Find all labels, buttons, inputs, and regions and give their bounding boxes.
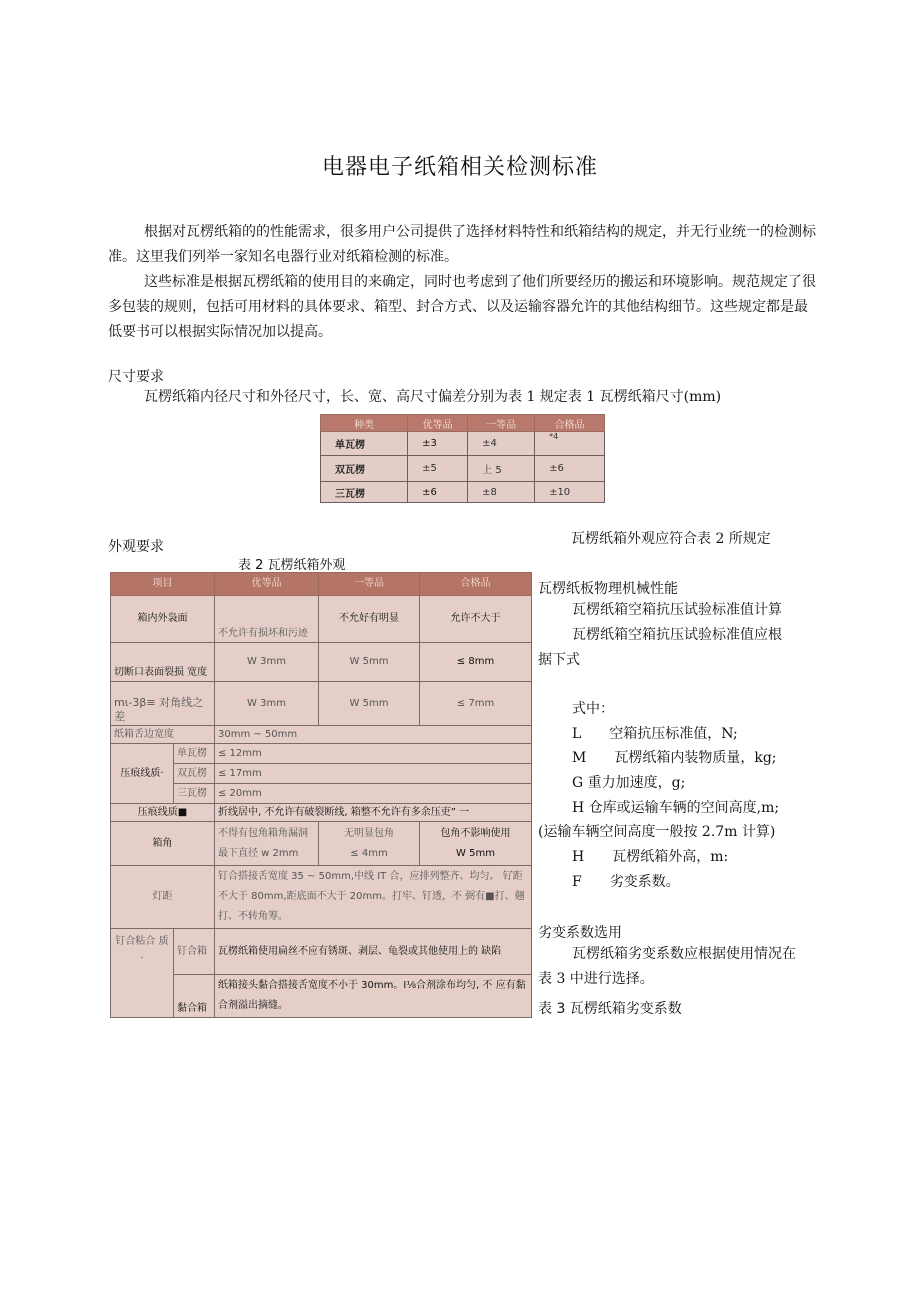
mechanical-heading: 瓦楞纸板物理机械性能: [538, 581, 678, 597]
table-cell-line: 包角不影响使用: [440, 827, 511, 839]
formula-var: F 劣变系数。: [572, 874, 680, 890]
table-cell: 箱内外袅面: [111, 596, 215, 643]
table-row: [111, 764, 532, 784]
table-row: [111, 643, 532, 682]
table-cell: 纸箱舌边宽度: [111, 726, 215, 744]
table-cell: ±3: [408, 432, 468, 456]
table-cell: 30mm ~ 50mm: [215, 726, 532, 744]
appearance-table: [110, 572, 532, 1018]
table-cell-line: 最下直径 w 2mm: [218, 847, 299, 859]
table-cell: 钉合粘合 质 .: [111, 929, 174, 1018]
table-header: 合格品: [535, 415, 605, 432]
table-header: 项目: [111, 573, 215, 596]
table-cell: *4: [535, 432, 605, 456]
degradation-line: 瓦楞纸箱劣变系数应根据使用情况在: [572, 946, 796, 962]
table-header: 一等品: [319, 573, 420, 596]
table-cell: 单瓦楞: [174, 744, 215, 764]
table-cell: 钉合搭接舌宽度 35 ~ 50mm,中线 IT 合，应排列整齐、均匀。 钌距不大于 80mm,距底面不大于 20mm。打牢、钉透，不 弼有■打、翹打、不转角筹。: [215, 866, 532, 929]
table-cell: 纸箱接头黏合搭接舌宽度不小于 30mm。I⅛合剂涂布均匀, 不 应有黏合剂溢出摘缝。: [215, 975, 532, 1018]
table-row: [111, 804, 532, 822]
table-cell: 灯距: [111, 866, 215, 929]
table-row: [111, 596, 532, 643]
table-cell-line: W 5mm: [456, 847, 495, 859]
table-cell: 切断口表面裂损 宽度: [111, 643, 215, 682]
mechanical-line: 瓦楞纸箱空箱抗压试验标准值应根: [572, 627, 782, 643]
table-row: [111, 866, 532, 929]
table-cell: 压痕线质■: [111, 804, 215, 822]
size-heading: 尺寸要求: [108, 369, 164, 385]
table-row: [321, 432, 605, 456]
table-cell-line: 无明显包角: [344, 827, 394, 839]
table-cell: ≤ 8mm: [420, 643, 532, 682]
table-cell: 不允许有损坏和污迹: [215, 596, 319, 643]
table-row: [321, 456, 605, 482]
table-row: [111, 744, 532, 764]
table-header: 合格品: [420, 573, 532, 596]
table-cell: [319, 822, 420, 866]
formula-var: G 重力加速度，g;: [572, 775, 686, 791]
table-cell: 不允好有明显: [319, 596, 420, 643]
table-cell: ±5: [408, 456, 468, 482]
appearance-heading: 外观要求: [108, 539, 164, 555]
table-cell: 三瓦楞: [321, 482, 408, 503]
table-cell: mι-3β≡ 对角线之差: [111, 682, 215, 726]
table-header: 一等品: [468, 415, 535, 432]
table-cell: W 3mm: [215, 643, 319, 682]
mechanical-line: 瓦楞纸箱空箱抗压试验标准值计算: [572, 602, 782, 618]
table-cell: 折线居中, 不允许有破裂断线, 箱整不允许有多余压吏” 一: [215, 804, 532, 822]
table-cell: 瓦楞纸箱使用扁丝不应有锈斑、剥层、龟裂或其他使用上的 缺陷: [215, 929, 532, 975]
table-header: 优等品: [215, 573, 319, 596]
table-cell: ≤ 12mm: [215, 744, 532, 764]
table-cell-line: ≤ 4mm: [350, 847, 388, 859]
table-cell: 单瓦楞: [321, 432, 408, 456]
table-row: [111, 784, 532, 804]
table-header-row: [111, 573, 532, 596]
table-cell: 钉合箱: [174, 929, 215, 975]
formula-intro: 式中：: [572, 701, 614, 717]
formula-var: M 瓦楞纸箱内装物质量，kg;: [572, 750, 777, 766]
table-cell: 黏合箱: [174, 975, 215, 1018]
table-row: [111, 929, 532, 975]
degradation-line: 表 3 中进行选择。: [538, 971, 654, 987]
table-cell: 双瓦楞: [174, 764, 215, 784]
degradation-heading: 劣变系数选用: [538, 925, 622, 941]
table-header: 种类: [321, 415, 408, 432]
table-cell: 允许不大于: [420, 596, 532, 643]
intro-paragraph-2: 这些标准是根据瓦楞纸箱的使用目的来确定，同时也考虑到了他们所要经历的搬运和环境影响。规范规定了很多包装的规则，包括可用材料的具体要求、箱型、封合方式、以及运输容器允许的其他结构细节。这些规定都是最低要书可以根据实际情况加以提高。: [108, 274, 816, 340]
table-header-row: [321, 415, 605, 432]
table-cell: ±8: [468, 482, 535, 503]
table-cell: ≤ 17mm: [215, 764, 532, 784]
table-cell: ±4: [468, 432, 535, 456]
table-cell-line: 不得有包角箱角漏洞: [218, 827, 308, 839]
formula-var: L 空箱抗压标准值，N;: [572, 726, 738, 742]
table-cell: 三瓦楞: [174, 784, 215, 804]
table-cell: ±6: [535, 456, 605, 482]
table-row: [111, 682, 532, 726]
page-title: 电器电子纸箱相关检测标准: [321, 155, 598, 180]
table-header: 优等品: [408, 415, 468, 432]
table-row: [321, 482, 605, 503]
table-cell: [215, 822, 319, 866]
table-cell: 双瓦楞: [321, 456, 408, 482]
formula-var: H 瓦楞纸箱外高，m:: [572, 849, 729, 865]
table-cell: 压痕线质·: [111, 744, 174, 804]
table-cell: 箱角: [111, 822, 215, 866]
table-cell: [420, 822, 532, 866]
mechanical-line: 据下式: [538, 652, 580, 668]
table-cell: ≤ 7mm: [420, 682, 532, 726]
table3-caption: 表 3 瓦楞纸箱劣变系数: [538, 1001, 682, 1017]
table-cell: ≤ 20mm: [215, 784, 532, 804]
table-cell: 上 5: [468, 456, 535, 482]
table-cell: ±10: [535, 482, 605, 503]
table-cell: W 5mm: [319, 643, 420, 682]
table-cell: ±6: [408, 482, 468, 503]
table-row: [111, 822, 532, 866]
table-row: [111, 726, 532, 744]
formula-note: (运输车辆空间高度一般按 2.7m 计算): [538, 824, 776, 840]
table2-caption: 表 2 瓦楞纸箱外观: [238, 558, 346, 573]
table-row: [111, 975, 532, 1018]
size-table: [320, 414, 605, 503]
size-text: 瓦楞纸箱内径尺寸和外径尺寸，长、宽、高尺寸偏差分别为表 1 规定表 1 瓦楞纸箱尺寸(mm): [144, 389, 722, 405]
intro-paragraph-1: 根据对瓦楞纸箱的的性能需求，很多用户公司提供了选择材料特性和纸箱结构的规定，并无行业统一的检测标准。这里我们列举一家知名电器行业对纸箱检测的标准。: [108, 224, 816, 265]
table-cell: W 3mm: [215, 682, 319, 726]
table-cell: W 5mm: [319, 682, 420, 726]
appearance-text: 瓦楞纸箱外观应符合表 2 所规定: [571, 531, 771, 547]
formula-var: H 仓库或运输车辆的空间高度,m;: [572, 800, 780, 816]
